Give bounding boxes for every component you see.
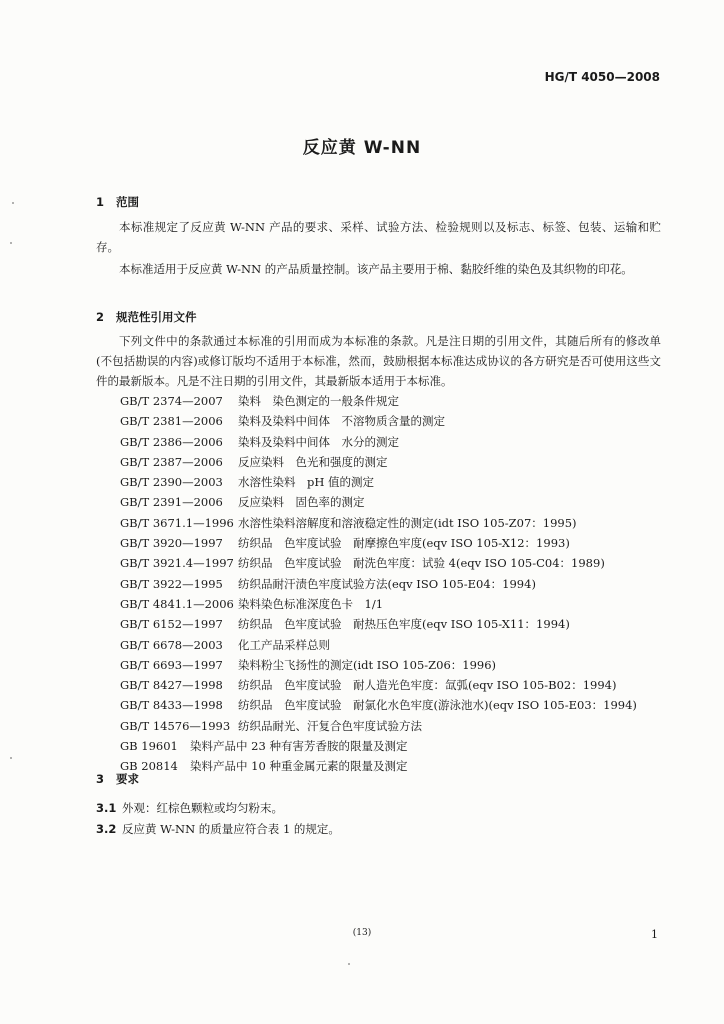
scope-paragraph-2: 本标准适用于反应黄 W-NN 的产品质量控制。该产品主要用于棉、黏胶纤维的染色及其织物的印花。 [119,262,633,276]
reference-title: 染料粉尘飞扬性的测定(idt ISO 105-Z06：1996) [238,657,497,672]
section-3-heading [96,771,139,787]
section-2-heading [96,309,197,325]
reference-code: GB/T 6693—1997 [120,657,223,672]
standard-code: HG/T 4050—2008 [544,70,660,84]
reference-code: GB/T 2381—2006 [120,414,223,429]
section-number: 1 [96,195,105,209]
reference-title: 纺织品 色牢度试验 耐热压色牢度(eqv ISO 105-X11：1994) [238,617,570,632]
reference-title: 染料及染料中间体 水分的测定 [238,434,399,449]
document-title: 反应黄 W-NN [302,138,422,158]
reference-item [120,736,637,756]
reference-title: 染料产品中 23 种有害芳香胺的限量及测定 [190,739,408,754]
reference-code: GB/T 8427—1998 [120,678,223,693]
reference-code: GB/T 6152—1997 [120,617,223,632]
reference-code: GB/T 3921.4—1997 [120,556,234,571]
reference-code: GB/T 2386—2006 [120,434,223,449]
clause-3-2 [96,821,340,837]
reference-code: GB/T 3920—1997 [120,536,223,551]
clause-number: 3.1 [96,801,117,815]
clause-number: 3.2 [96,822,117,836]
reference-item [120,533,637,553]
reference-item [120,695,637,715]
section-title: 范围 [116,195,139,209]
reference-item [120,472,637,492]
reference-item [120,513,637,533]
reference-title: 水溶性染料溶解度和溶液稳定性的测定(idt ISO 105-Z07：1995) [238,515,577,530]
reference-code: GB/T 3922—1995 [120,576,223,591]
reference-title: 染料及染料中间体 不溶物质含量的测定 [238,414,445,429]
reference-item [120,614,637,634]
reference-code: GB/T 6678—2003 [120,637,223,652]
reference-title: 纺织品 色牢度试验 耐摩擦色牢度(eqv ISO 105-X12：1993) [238,536,570,551]
reference-title: 纺织品 色牢度试验 耐人造光色牢度：氙弧(eqv ISO 105-B02：1994) [238,678,617,693]
reference-item [120,675,637,695]
reference-item [120,432,637,452]
reference-code: GB 19601 [120,739,178,754]
reference-code: GB/T 14576—1993 [120,718,231,733]
reference-title: 纺织品耐汗渍色牢度试验方法(eqv ISO 105-E04：1994) [238,576,536,591]
section-title: 规范性引用文件 [116,310,197,324]
reference-item [120,553,637,573]
reference-code: GB 20814 [120,759,178,774]
reference-title: 纺织品 色牢度试验 耐洗色牢度：试验 4(eqv ISO 105-C04：1989) [238,556,605,571]
scan-speck [10,242,12,244]
section-number: 2 [96,310,105,324]
scope-paragraph-1: 本标准规定了反应黄 W-NN 产品的要求、采样、试验方法、检验规则以及标志、标签、包装、运输和贮存。 [96,220,661,254]
scan-speck [348,963,350,965]
reference-title: 染料 染色测定的一般条件规定 [238,394,399,408]
page-number-right: 1 [651,928,658,941]
scan-speck [10,757,12,759]
reference-code: GB/T 2391—2006 [120,495,223,510]
reference-item [120,574,637,594]
reference-item [120,594,637,614]
reference-code: GB/T 2390—2003 [120,475,223,490]
reference-item [120,411,637,431]
reference-title: 染料染色标准深度色卡 1/1 [238,596,384,611]
clause-text: 反应黄 W-NN 的质量应符合表 1 的规定。 [122,822,340,836]
section-number: 3 [96,772,105,786]
reference-code: GB/T 4841.1—2006 [120,596,234,611]
reference-code: GB/T 3671.1—1996 [120,515,234,530]
clause-3-1 [96,800,283,816]
normative-references-intro: 下列文件中的条款通过本标准的引用而成为本标准的条款。凡是注日期的引用文件，其随后所有的修改单(不包括勘误的内容)或修订版均不适用于本标准，然而，鼓励根据本标准达成协议的各方研究是否可使用这些文件的最新版本。凡是不注日期的引用文件，其最新版本适用于本标准。 [96,334,661,388]
reference-title: 纺织品耐光、汗复合色牢度试验方法 [238,718,422,733]
reference-item [120,452,637,472]
reference-code: GB/T 2374—2007 [120,394,223,408]
reference-item [120,756,637,776]
reference-code: GB/T 2387—2006 [120,454,223,469]
reference-title: 水溶性染料 pH 值的测定 [238,475,375,490]
section-title: 要求 [116,772,139,786]
clause-text: 外观：红棕色颗粒或均匀粉末。 [122,801,283,815]
scan-speck [12,202,14,204]
reference-item [120,492,637,512]
reference-title: 染料产品中 10 种重金属元素的限量及测定 [190,759,408,774]
reference-title: 反应染料 色光和强度的测定 [238,454,388,469]
reference-title: 反应染料 固色率的测定 [238,495,365,510]
reference-item [120,635,637,655]
reference-code: GB/T 8433—1998 [120,698,223,713]
reference-title: 化工产品采样总则 [238,637,330,652]
reference-item [120,655,637,675]
page-number-center: (13) [352,928,372,938]
reference-item [120,716,637,736]
section-1-heading [96,194,139,210]
reference-item [120,391,637,411]
reference-title: 纺织品 色牢度试验 耐氯化水色牢度(游泳池水)(eqv ISO 105-E03：1994) [238,698,637,713]
reference-list [120,391,637,777]
